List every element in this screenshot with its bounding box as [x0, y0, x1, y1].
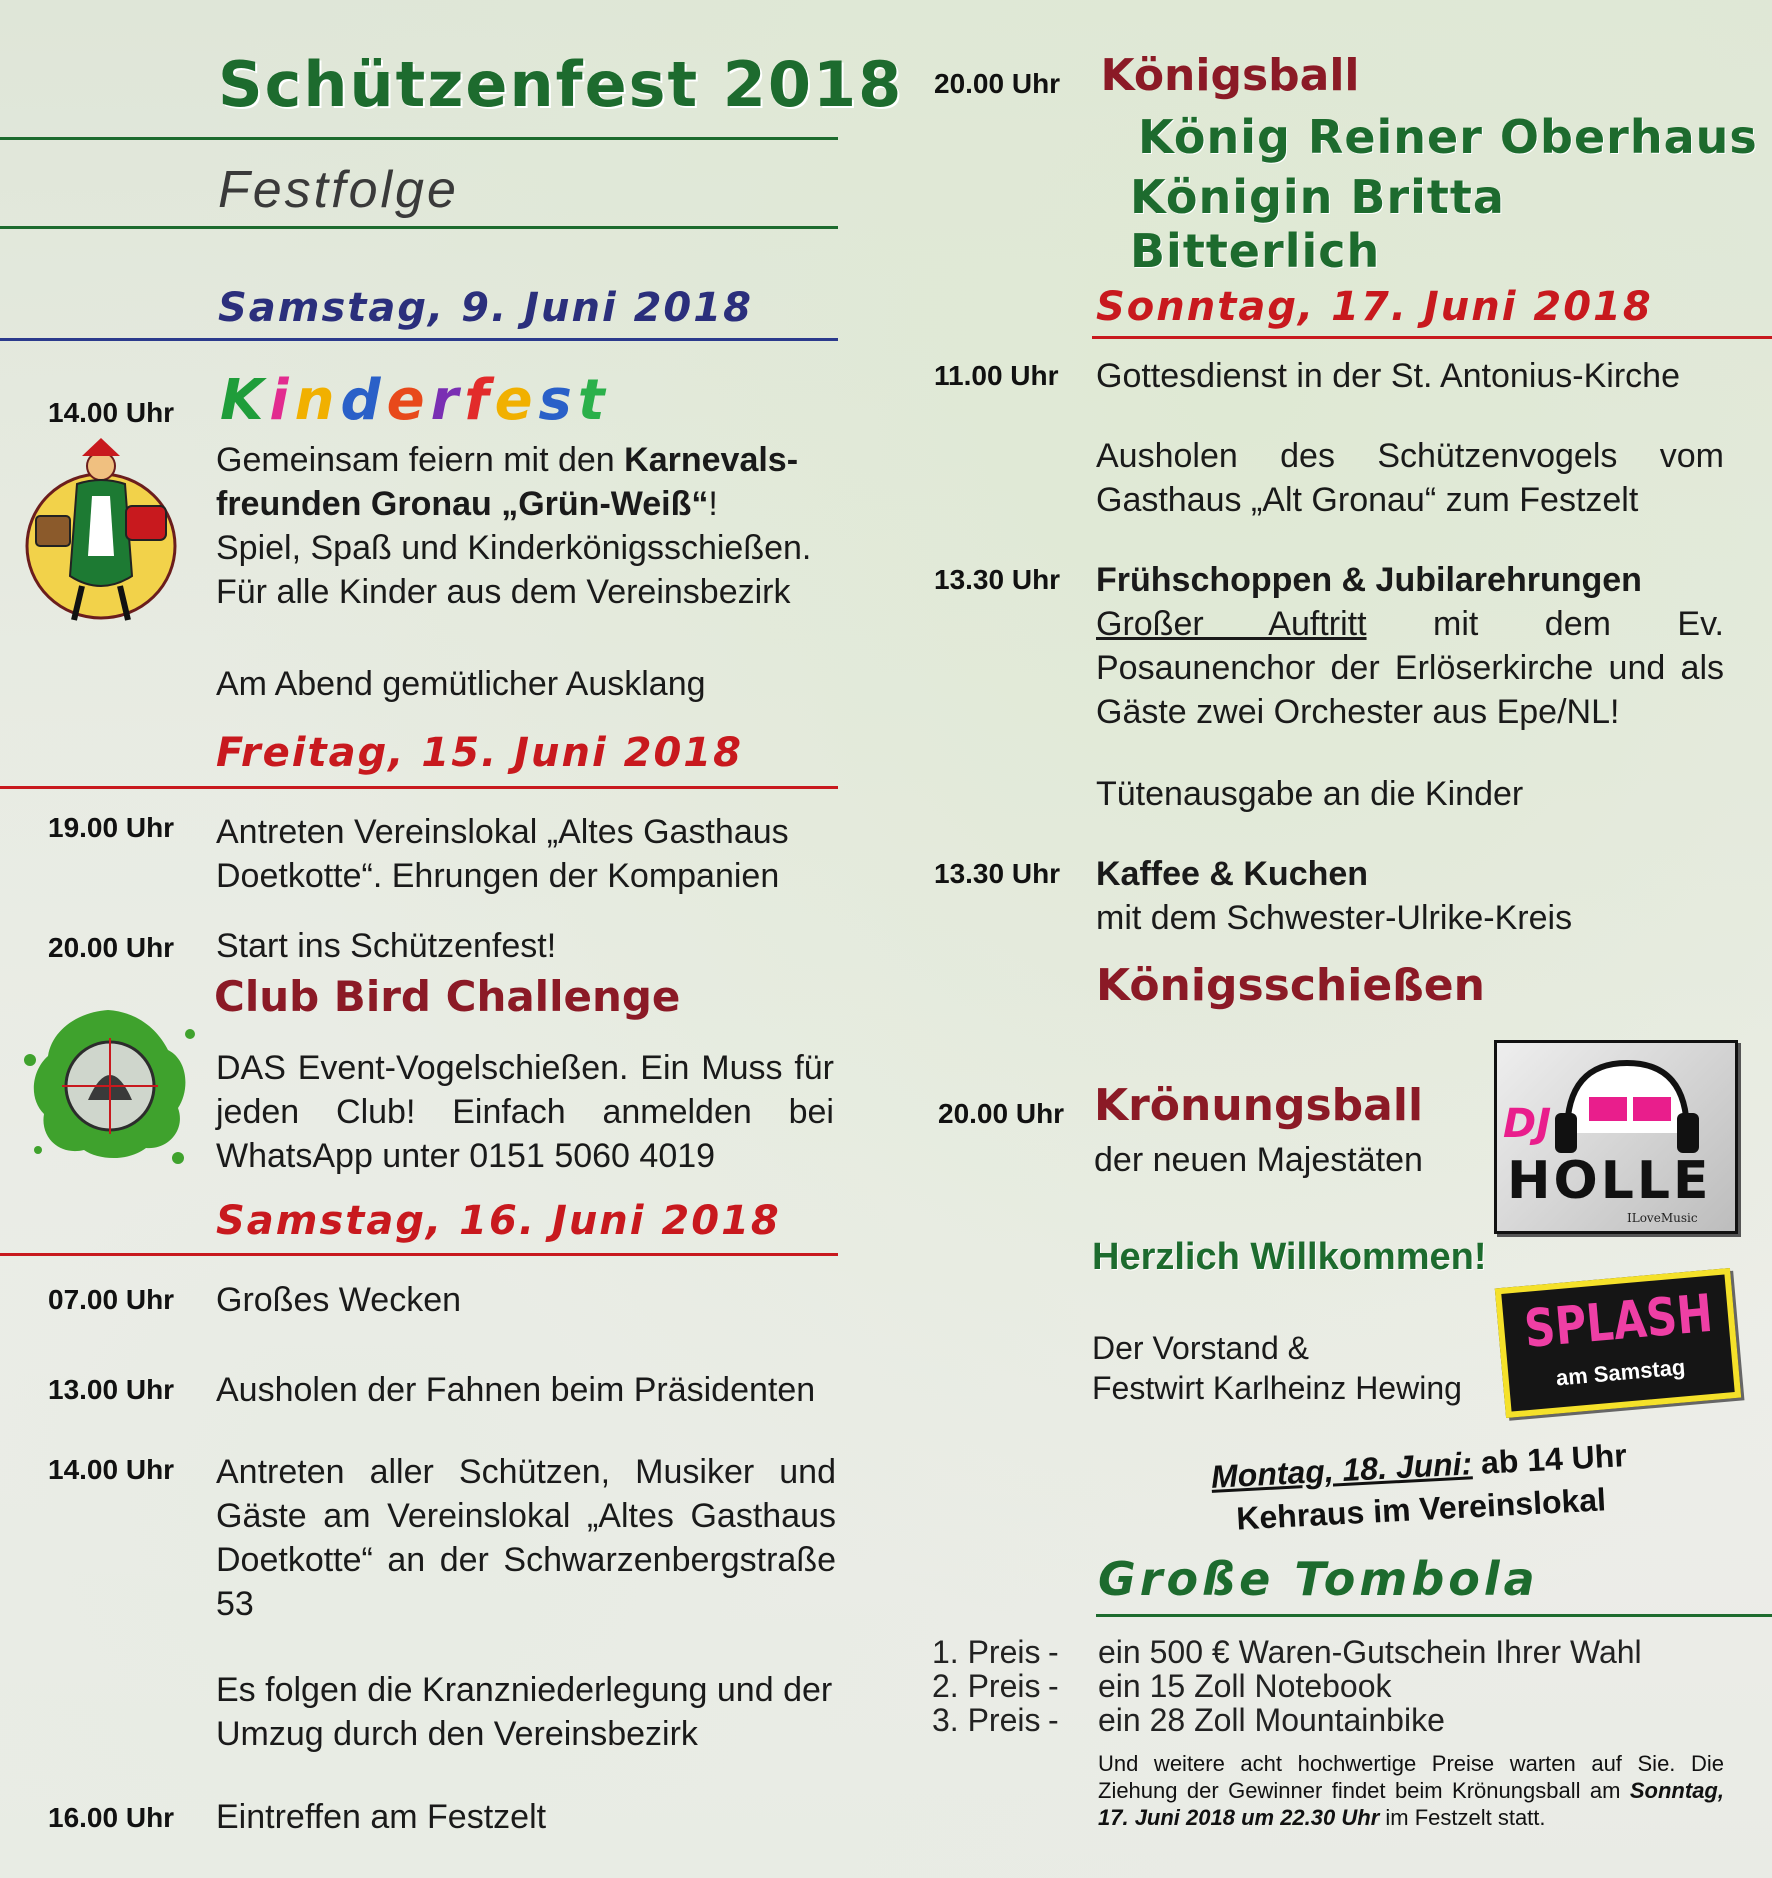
day-rule-sat-9	[0, 338, 838, 341]
kroenungsball-title: Krönungsball	[1094, 1080, 1424, 1131]
signoff-line-2: Festwirt Karlheinz Hewing	[1092, 1370, 1462, 1406]
day-rule-sun-17	[1092, 336, 1772, 339]
kinderfest-desc-1a: Gemeinsam feiern mit den	[216, 441, 625, 479]
tombola-note	[1098, 1750, 1724, 1831]
club-bird-desc: DAS Event-Vogelschießen. Ein Muss für jeden Club! Einfach anmelden bei WhatsApp unter 0151 5060 4019	[216, 1049, 834, 1175]
tombola-title: Große Tombola	[1098, 1552, 1539, 1606]
monday-time: ab 14 Uhr	[1471, 1437, 1628, 1482]
event-sun-1: Gottesdienst in der St. Antonius-Kirche	[1096, 357, 1680, 395]
fruehschoppen-title: Frühschoppen & Jubilarehrungen	[1096, 561, 1642, 599]
event-sat16-3: Antreten aller Schützen, Musiker und Gäste am Vereinslokal „Altes Gasthaus Doetkotte“ an der Schwarzenbergstraße 53	[216, 1453, 836, 1623]
time-label: 19.00 Uhr	[48, 812, 175, 843]
queen-name: Königin Britta Bitterlich	[1130, 170, 1505, 278]
time-label: 20.00 Uhr	[934, 68, 1061, 99]
kinderfest-desc-5: Am Abend gemütlicher Ausklang	[216, 665, 706, 703]
welcome-text: Herzlich Willkommen!	[1092, 1236, 1487, 1278]
dj-label: DJ	[1503, 1101, 1552, 1147]
event-fri-1: Antreten Vereinslokal „Altes Gasthaus Doetkotte“. Ehrungen der Kompanien	[216, 813, 789, 895]
kinderfest-desc-2a: freunden Gronau „Grün-Weiß“	[216, 485, 709, 523]
signoff-line-1: Der Vorstand &	[1092, 1330, 1309, 1366]
prize-dash: -	[1048, 1668, 1059, 1704]
kinderfest-desc-3: Spiel, Spaß und Kinderkönigsschießen.	[216, 529, 812, 567]
tombola-rule	[1096, 1614, 1772, 1617]
prize-list	[932, 1634, 1752, 1736]
event-sat16-4: Eintreffen am Festzelt	[216, 1798, 547, 1836]
page-title: Schützenfest 2018	[218, 48, 904, 121]
event-sun-2-title	[1096, 558, 1756, 602]
prize-row	[932, 1634, 1752, 1668]
kaffee-kuchen-title: Kaffee & Kuchen	[1096, 855, 1369, 893]
time-label: 20.00 Uhr	[48, 932, 175, 963]
time-label: 13.00 Uhr	[48, 1374, 175, 1405]
time-label: 11.00 Uhr	[934, 360, 1059, 391]
club-bird-title: Club Bird Challenge	[214, 972, 681, 1021]
prize-dash: -	[1048, 1634, 1059, 1670]
kinderfest-desc-1b: Karnevals-	[624, 441, 799, 479]
monday-date: Montag, 18. Juni:	[1210, 1445, 1474, 1495]
splash-badge	[1495, 1268, 1741, 1418]
time-label: 07.00 Uhr	[48, 1284, 175, 1315]
prize-rank: 1. Preis	[932, 1634, 1041, 1670]
title-rule	[0, 137, 838, 140]
kroenungsball-text: der neuen Majestäten	[1094, 1141, 1423, 1179]
event-fri-2: Start ins Schützenfest!	[216, 927, 557, 965]
time-label: 13.30 Uhr	[934, 564, 1061, 595]
time-label: 20.00 Uhr	[938, 1098, 1065, 1129]
dj-tag: ILoveMusic	[1627, 1211, 1698, 1225]
prize-desc: ein 15 Zoll Notebook	[1098, 1668, 1392, 1704]
grosser-auftritt-link: Großer Auftritt	[1096, 605, 1367, 643]
event-sun-3-title	[1096, 852, 1736, 896]
monday-line-2: Kehraus im Vereinslokal	[1235, 1481, 1607, 1537]
target-splash-icon	[18, 990, 198, 1170]
event-sun-2b: Tütenausgabe an die Kinder	[1096, 775, 1524, 813]
event-sun-2-text	[1096, 602, 1724, 734]
day-heading-sun-17: Sonntag, 17. Juni 2018	[1096, 284, 1653, 330]
kinderfest-desc-2	[216, 482, 836, 526]
prize-dash: -	[1048, 1702, 1059, 1738]
dj-holle-logo	[1494, 1040, 1738, 1234]
event-sun-1b: Ausholen des Schützenvogels vom Gasthaus „Alt Gronau“ zum Festzelt	[1096, 437, 1724, 519]
day-rule-sat-16	[0, 1253, 838, 1256]
prize-row	[932, 1702, 1752, 1736]
carnival-jester-icon	[22, 436, 180, 626]
posaunenchor-text: mit dem Ev. Posaunenchor der Erlöserkirche und als Gäste zwei Orchester aus Epe/NL!	[1096, 605, 1725, 731]
event-sat16-3b: Es folgen die Kranzniederlegung und der Umzug durch den Vereinsbezirk	[216, 1671, 833, 1753]
tombola-note-date: Sonntag, 17. Juni 2018 um 22.30 Uhr	[1098, 1778, 1724, 1830]
kinderfest-desc-1	[216, 438, 836, 482]
page-subtitle: Festfolge	[218, 161, 459, 219]
kinderfest-desc-2b: !	[708, 485, 718, 523]
day-heading-fri-15: Freitag, 15. Juni 2018	[216, 730, 743, 776]
day-rule-fri-15	[0, 786, 838, 789]
splash-sub: am Samstag	[1554, 1354, 1687, 1391]
event-sat16-1: Großes Wecken	[216, 1281, 462, 1319]
kinderfest-desc-4: Für alle Kinder aus dem Vereinsbezirk	[216, 573, 791, 611]
prize-rank: 2. Preis	[932, 1668, 1041, 1704]
event-sun-3-text: mit dem Schwester-Ulrike-Kreis	[1096, 899, 1573, 937]
king-name: König Reiner Oberhaus	[1138, 110, 1758, 164]
koenigsschiessen-title: Königsschießen	[1096, 960, 1485, 1011]
carnival-club-badge	[22, 436, 180, 626]
prize-row	[932, 1668, 1752, 1702]
day-heading-sat-16: Samstag, 16. Juni 2018	[216, 1198, 781, 1244]
subtitle-rule	[0, 226, 838, 229]
monday-block	[1158, 1434, 1681, 1541]
time-label: 14.00 Uhr	[48, 397, 175, 428]
splash-title: SPLASH	[1522, 1283, 1716, 1360]
prize-rank: 3. Preis	[932, 1702, 1041, 1738]
bird-target-splash	[18, 990, 198, 1170]
dj-name: HOLLE	[1507, 1151, 1712, 1211]
prize-desc: ein 500 € Waren-Gutschein Ihrer Wahl	[1098, 1634, 1642, 1670]
tombola-note-text: Und weitere acht hochwertige Preise warten auf Sie. Die Ziehung der Gewinner findet beim Krönungsball am	[1098, 1751, 1724, 1803]
time-label: 13.30 Uhr	[934, 858, 1061, 889]
day-heading-sat-9: Samstag, 9. Juni 2018	[218, 285, 753, 331]
tombola-note-end: im Festzelt statt.	[1379, 1805, 1546, 1830]
koenigsball-title: Königsball	[1100, 50, 1360, 101]
kinderfest-title: Kinderfest	[220, 368, 611, 433]
prize-desc: ein 28 Zoll Mountainbike	[1098, 1702, 1445, 1738]
time-label: 16.00 Uhr	[48, 1802, 175, 1833]
time-label: 14.00 Uhr	[48, 1454, 175, 1485]
event-sat16-2: Ausholen der Fahnen beim Präsidenten	[216, 1371, 816, 1409]
